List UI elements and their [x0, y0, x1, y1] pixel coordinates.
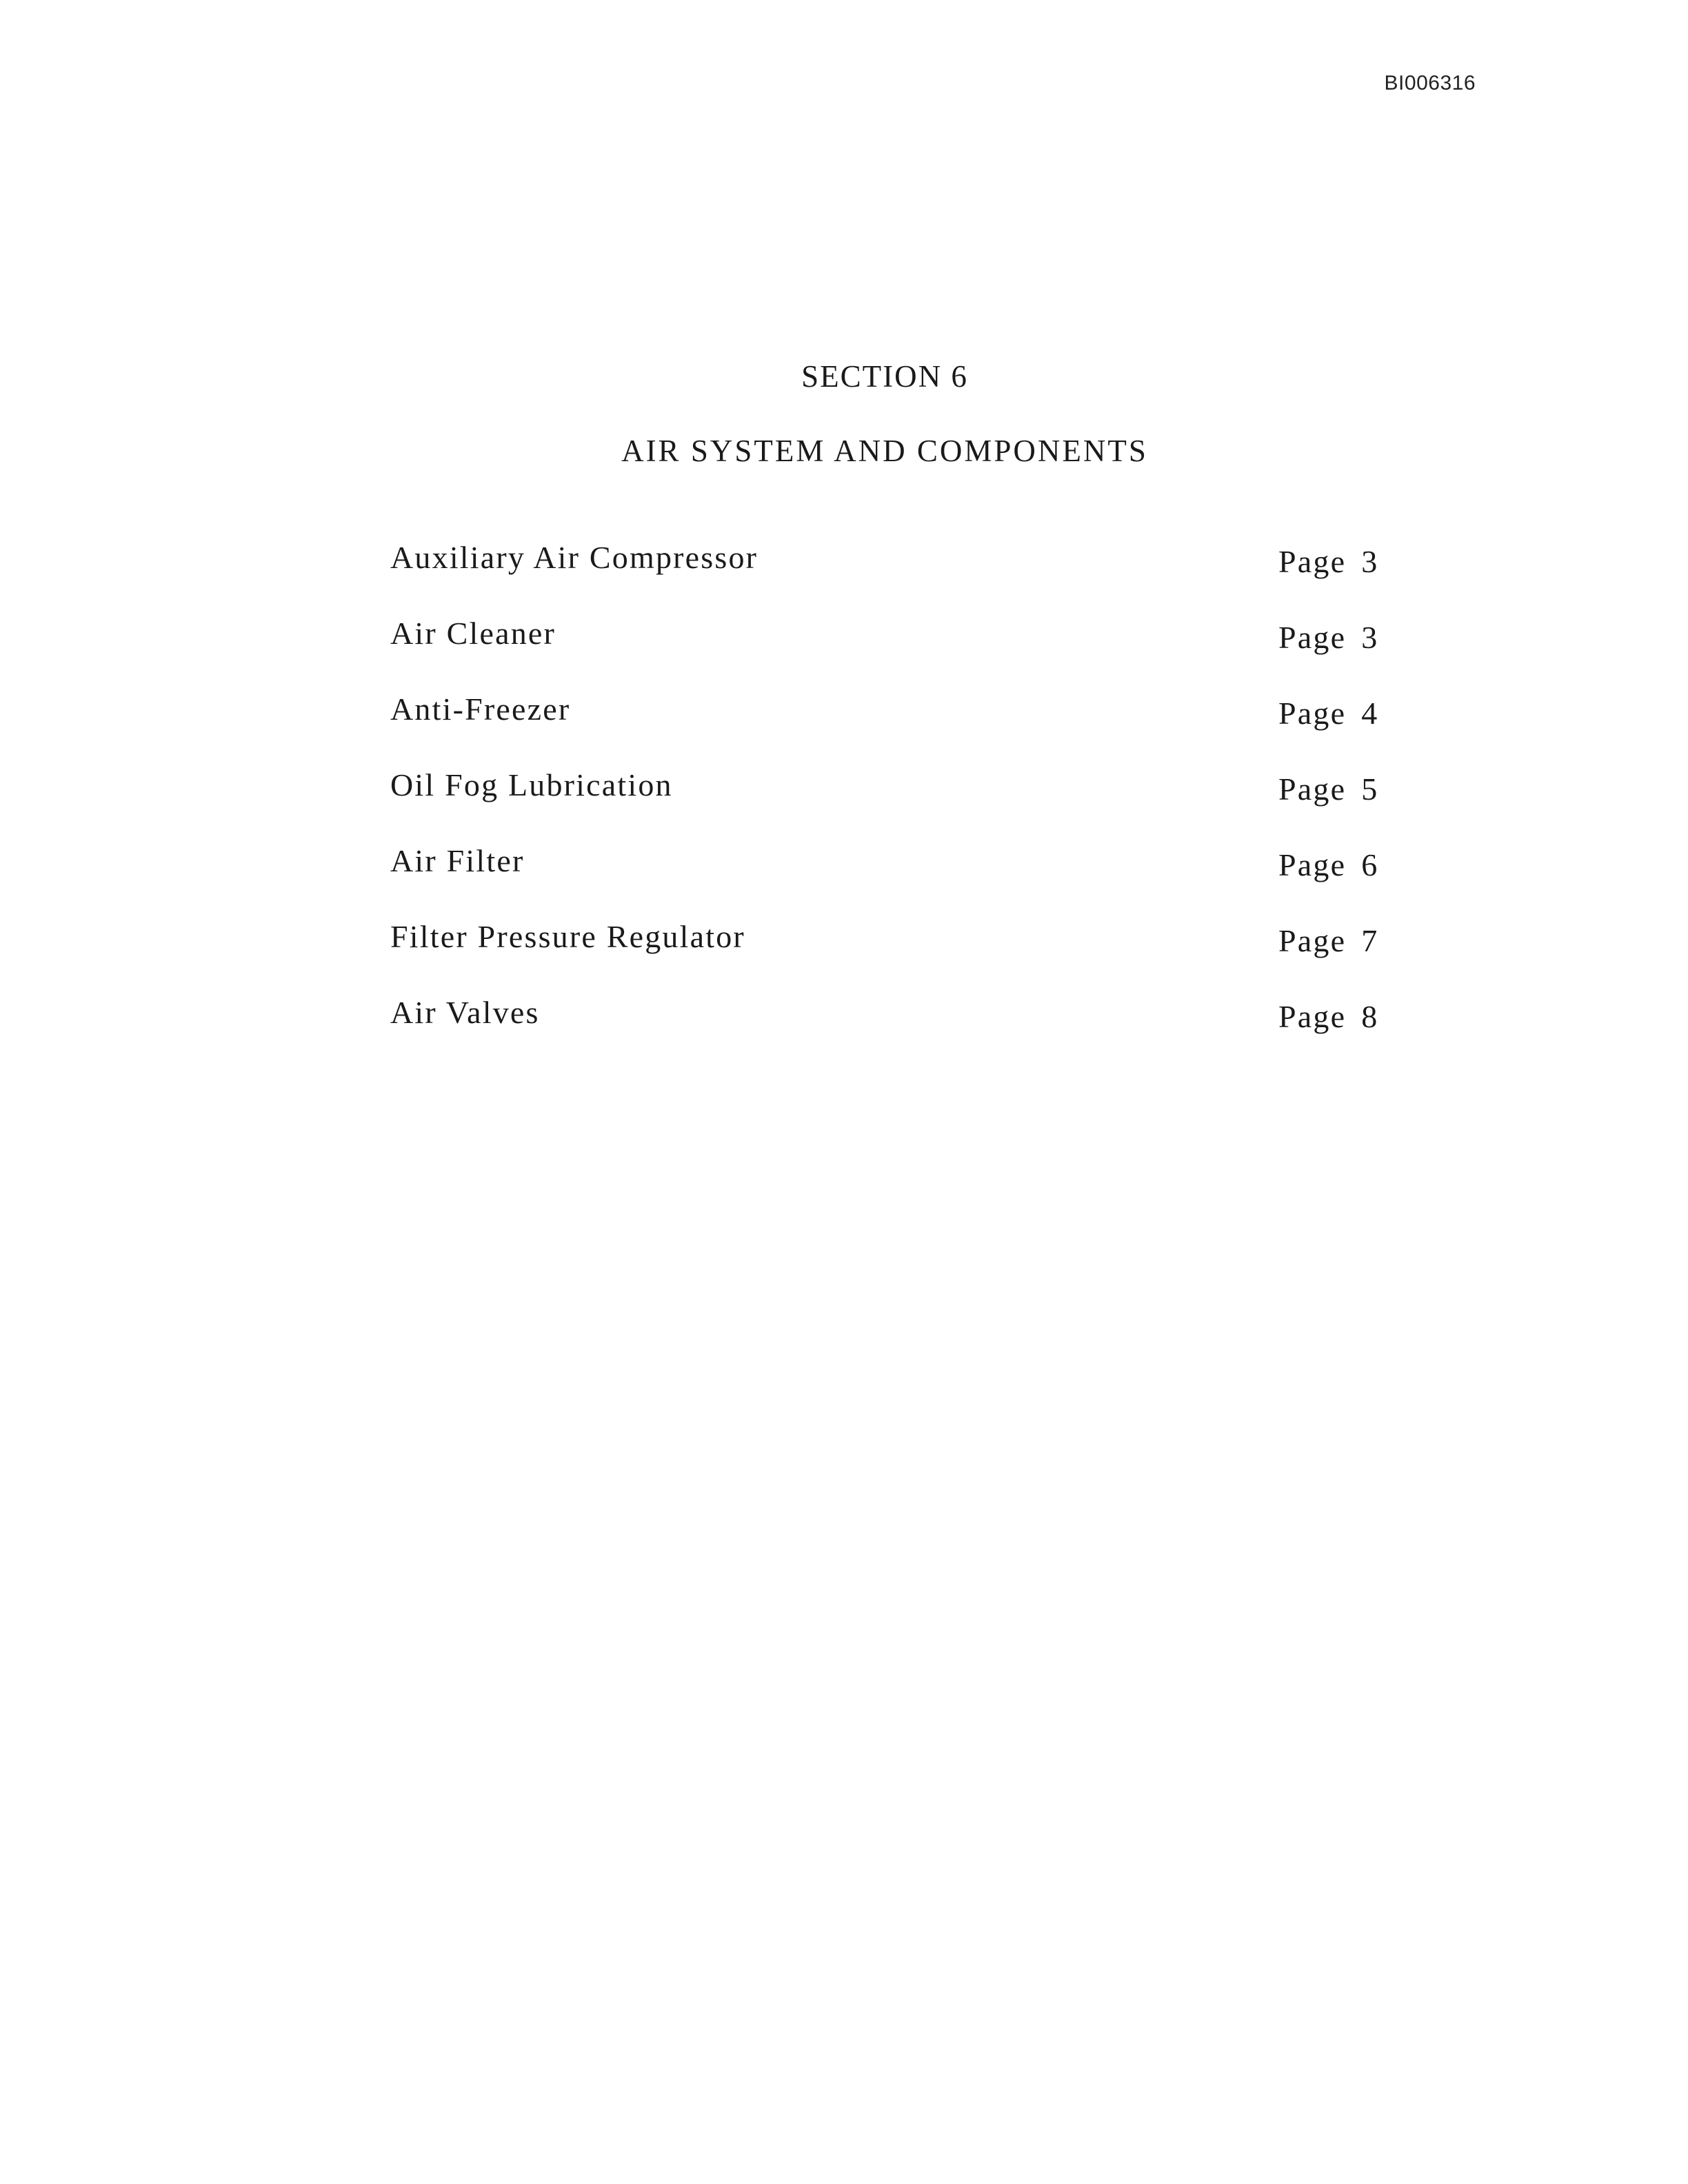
toc-entry-oil-fog-lubrication — [390, 767, 1390, 842]
page-label: Page — [1278, 771, 1347, 807]
page-label: Page — [1278, 847, 1347, 882]
page-number: 3 — [1361, 620, 1379, 655]
toc-entry-title: Oil Fog Lubrication — [390, 767, 673, 802]
toc-entry-page — [1278, 695, 1378, 731]
toc-entry-title: Anti-Freezer — [390, 691, 571, 727]
toc-entry-air-cleaner — [390, 615, 1390, 691]
toc-entry-title: Auxiliary Air Compressor — [390, 540, 758, 575]
toc-entry-page — [1278, 543, 1378, 580]
toc-entry-title: Air Valves — [390, 995, 540, 1030]
toc-entry-air-valves — [390, 994, 1390, 1070]
page-label: Page — [1278, 620, 1347, 655]
toc-entry-page — [1278, 847, 1378, 883]
toc-entry-filter-pressure-regulator — [390, 918, 1390, 994]
toc-entry-page — [1278, 619, 1378, 656]
page-label: Page — [1278, 544, 1347, 579]
toc-entry-title: Air Cleaner — [390, 616, 556, 651]
table-of-contents — [390, 539, 1390, 1070]
page-number: 4 — [1361, 696, 1379, 731]
page-number: 7 — [1361, 923, 1379, 958]
page-number: 8 — [1361, 999, 1379, 1034]
toc-entry-page — [1278, 998, 1378, 1035]
section-title: AIR SYSTEM AND COMPONENTS — [621, 434, 1148, 468]
toc-entry-title: Air Filter — [390, 843, 525, 878]
document-id: BI006316 — [1384, 72, 1476, 94]
toc-entry-page — [1278, 922, 1378, 959]
toc-entry-auxiliary-air-compressor — [390, 539, 1390, 615]
section-number: SECTION 6 — [801, 359, 968, 394]
page-label: Page — [1278, 999, 1347, 1034]
page-number: 3 — [1361, 544, 1379, 579]
page-label: Page — [1278, 696, 1347, 731]
page-number: 5 — [1361, 771, 1379, 807]
toc-entry-title: Filter Pressure Regulator — [390, 919, 745, 954]
page-label: Page — [1278, 923, 1347, 958]
toc-entry-anti-freezer — [390, 691, 1390, 767]
toc-entry-page — [1278, 771, 1378, 807]
toc-entry-air-filter — [390, 842, 1390, 918]
page-number: 6 — [1361, 847, 1379, 882]
